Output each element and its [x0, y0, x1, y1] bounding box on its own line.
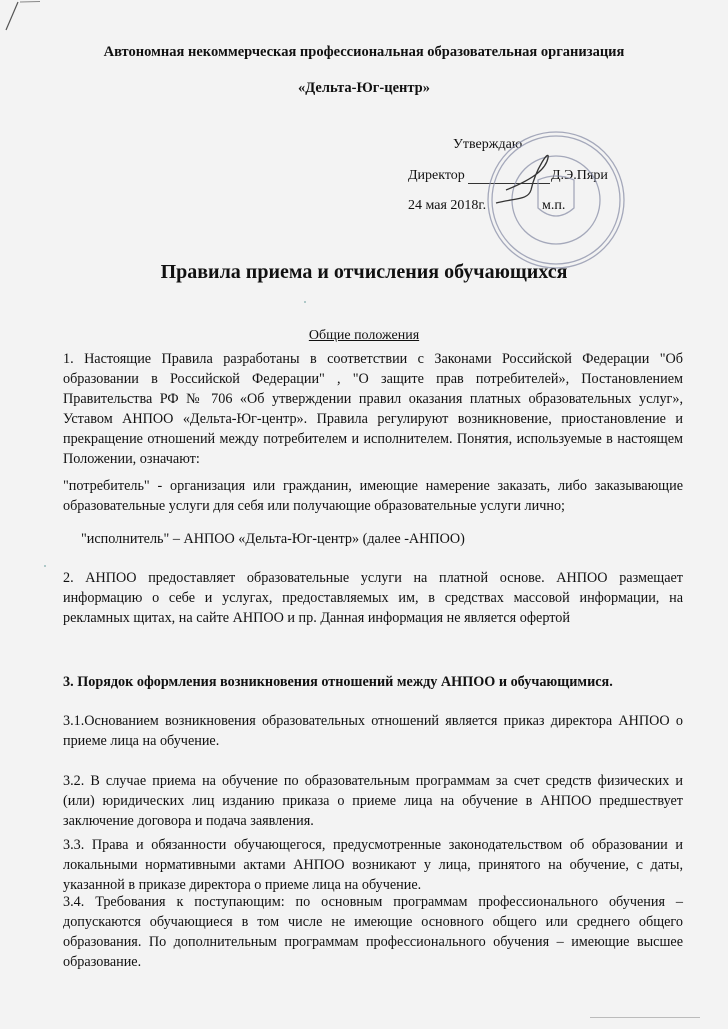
organization-name: «Дельта-Юг-центр» — [298, 80, 430, 96]
document-title: Правила приема и отчисления обучающихся — [160, 261, 568, 283]
item-3-3: 3.3. Права и обязанности обучающегося, предусмотренные законодательством об образовании и локальными нормативными актами АНПОО возникают у лица, принятого на обучение, с даты, указанной в приказе директора о приеме лица на обучение. — [63, 837, 683, 893]
item-3-4: 3.4. Требования к поступающим: по основным программам профессионального обучения – допускаются обучающиеся в том числе не имеющие основного общего или среднего общего образования. По дополнительным программам профессионального обучения – имеющие высшее образование. — [63, 894, 683, 970]
organization-stamp — [476, 128, 636, 278]
organization-header: Автономная некоммерческая профессиональная образовательная организация — [103, 44, 625, 60]
paragraph-1: 1. Настоящие Правила разработаны в соответствии с Законами Российской Федерации "Об образовании в Российской Федерации" , "О защите прав потребителей», Постановлением Правительства РФ № 706 «Об утверждении правил оказания платных образовательных услуг», Уставом АНПОО «Дельта-Юг-центр». Правила регулируют возникновение, приостановление и прекращение отношений между потребителем и исполнителем. Понятия, используемые в настоящем Положении, означают: — [63, 351, 683, 467]
item-3-2: 3.2. В случае приема на обучение по образовательным программам за счет средств физических и (или) юридических лиц изданию приказа о приеме лица на обучение в АНПОО предшествует заключение договора и подача заявления. — [63, 773, 683, 829]
scan-speck — [44, 565, 46, 567]
approve-label: Утверждаю — [453, 137, 523, 152]
scan-artifact-line — [590, 1017, 700, 1018]
item-3-1: 3.1.Основанием возникновения образовательных отношений является приказ директора АНПОО о приеме лица на обучение. — [63, 713, 683, 749]
seal-place-label: м.п. — [542, 198, 566, 213]
scan-speck — [304, 301, 306, 303]
section-general-heading: Общие положения — [308, 328, 420, 343]
director-position: Директор — [408, 168, 465, 183]
approval-date: 24 мая 2018г. — [408, 198, 487, 213]
definition-consumer: "потребитель" - организация или гражданин, имеющие намерение заказать, либо заказывающие образовательные услуги для себя или получающие образовательные услуги лично; — [63, 478, 683, 514]
definition-executor: "исполнитель" – АНПОО «Дельта-Юг-центр» (далее -АНПОО) — [81, 531, 465, 547]
corner-pen-stroke — [0, 0, 40, 40]
paragraph-2: 2. АНПОО предоставляет образовательные услуги на платной основе. АНПОО размещает информацию о себе и услугах, предоставляемых им, в средствах массовой информации, на рекламных щитах, на сайте АНПОО и пр. Данная информация не является офертой — [63, 570, 683, 626]
section-3-heading: 3. Порядок оформления возникновения отношений между АНПОО и обучающимися. — [63, 674, 613, 690]
director-name: Д.Э.Пяри — [551, 168, 608, 183]
